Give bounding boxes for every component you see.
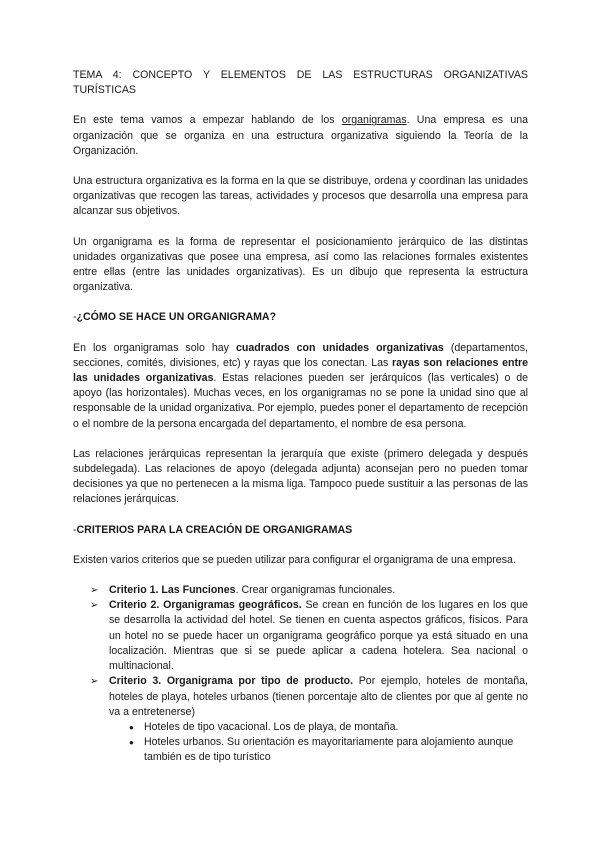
bold-run: cuadrados con unidades organizativas <box>236 341 444 354</box>
criteria-item-title: Criterio 3. Organigrama por tipo de producto. <box>109 675 354 688</box>
how-paragraph <box>73 341 528 432</box>
criteria-item-text: Se crean en función de los lugares en los que se desarrolla la actividad del hotel. Se tienen en cuenta aspectos gráficos, físicos. Para un hotel no se puede hacer un organigrama geográfico porque ya está situado en una localización. Mientras que si se puede aplicar a cadena hotelera. Sea nacional o multinacional. <box>109 599 528 673</box>
criteria-item-title: Criterio 2. Organigramas geográficos. <box>109 599 302 612</box>
bullet-dot-icon: ● <box>129 738 134 748</box>
criteria-item-text: . Crear organigramas funcionales. <box>235 584 396 597</box>
heading-dash: - <box>73 311 77 324</box>
text-run: En los organigramas solo hay <box>73 341 237 354</box>
organigram-definition-paragraph: Un organigrama es la forma de representar el posicionamiento jerárquico de las distintas unidades organizativas que posee una empresa, así como las relaciones formales existentes entre ellas (entre las unidades organizativas). Es un dibujo que representa la estructura organizativa. <box>73 235 528 294</box>
arrow-bullet-icon: ➢ <box>90 585 99 597</box>
structure-paragraph: Una estructura organizativa es la forma en la que se distribuye, ordena y coordinan las unidades organizativas que recogen las tareas, actividades y procesos que desarrolla una empresa para alcanzar sus objetivos. <box>73 175 528 218</box>
sub-item-text: Hoteles de tipo vacacional. Los de playa, de montaña. <box>144 720 399 733</box>
heading-text: ¿CÓMO SE HACE UN ORGANIGRAMA? <box>76 311 277 324</box>
criteria-item <box>90 598 528 674</box>
heading-text: CRITERIOS PARA LA CREACIÓN DE ORGANIGRAMAS <box>76 523 353 536</box>
sub-list-item <box>129 720 528 735</box>
sub-list <box>109 720 528 766</box>
arrow-bullet-icon: ➢ <box>90 676 99 688</box>
criteria-item-title: Criterio 1. Las Funciones <box>109 584 236 597</box>
heading-dash: - <box>73 523 77 536</box>
criteria-item <box>90 583 528 598</box>
bullet-dot-icon: ● <box>129 722 134 732</box>
bold-run: rayas son relaciones entre las unidades organizativas <box>73 356 528 385</box>
organigramas-link[interactable]: organigramas <box>341 114 407 127</box>
criteria-intro-paragraph: Existen varios criterios que se pueden utilizar para configurar el organigrama de una empresa. <box>73 553 516 566</box>
criteria-list <box>73 583 528 765</box>
text-run: (departamentos, secciones, comités, divisiones, etc) y rayas que los conectan. Las <box>73 341 528 369</box>
relations-paragraph: Las relaciones jerárquicas representan la jerarquía que existe (primero delegada y después subdelegada). Las relaciones de apoyo (delegada adjunta) aconsejan pero no pueden tomar decisiones ya que no pertenecen a la misma liga. Tampoco puede sustituir a las personas de las relaciones jerárquicas. <box>73 447 528 506</box>
criteria-item <box>90 674 528 765</box>
sub-item-text: Hoteles urbanos. Su orientación es mayoritariamente para alojamiento aunque también es de tipo turístico <box>144 736 514 764</box>
section-heading-criteria <box>73 523 528 538</box>
criteria-item-text: Por ejemplo, hoteles de montaña, hoteles de playa, hoteles urbanos (tienen porcentaje alto de clientes por que al gente no va a entretenerse) <box>109 675 529 718</box>
arrow-bullet-icon: ➢ <box>90 600 99 612</box>
document-title: TEMA 4: CONCEPTO Y ELEMENTOS DE LAS ESTRUCTURAS ORGANIZATIVAS TURÍSTICAS <box>73 69 528 97</box>
intro-paragraph <box>73 113 528 159</box>
document-page <box>73 68 528 766</box>
intro-text-pre: En este tema vamos a empezar hablando de los <box>73 114 342 127</box>
section-heading-how <box>73 310 528 325</box>
sub-list-item <box>129 735 528 765</box>
text-run: . Estas relaciones pueden ser jerárquicos (las verticales) o de apoyo (las horizontales). Muchas veces, en los organigramas no se pone la unidad sino que al responsable de la unidad organizativa. Por ejemplo, puedes poner el departamento de recepción o el nombre de la persona encargada del departamento, el nombre de esa persona. <box>73 372 528 430</box>
intro-text-post: . Una empresa es una organización que se organiza en una estructura organizativa siguiendo la Teoría de la Organización. <box>73 114 528 157</box>
